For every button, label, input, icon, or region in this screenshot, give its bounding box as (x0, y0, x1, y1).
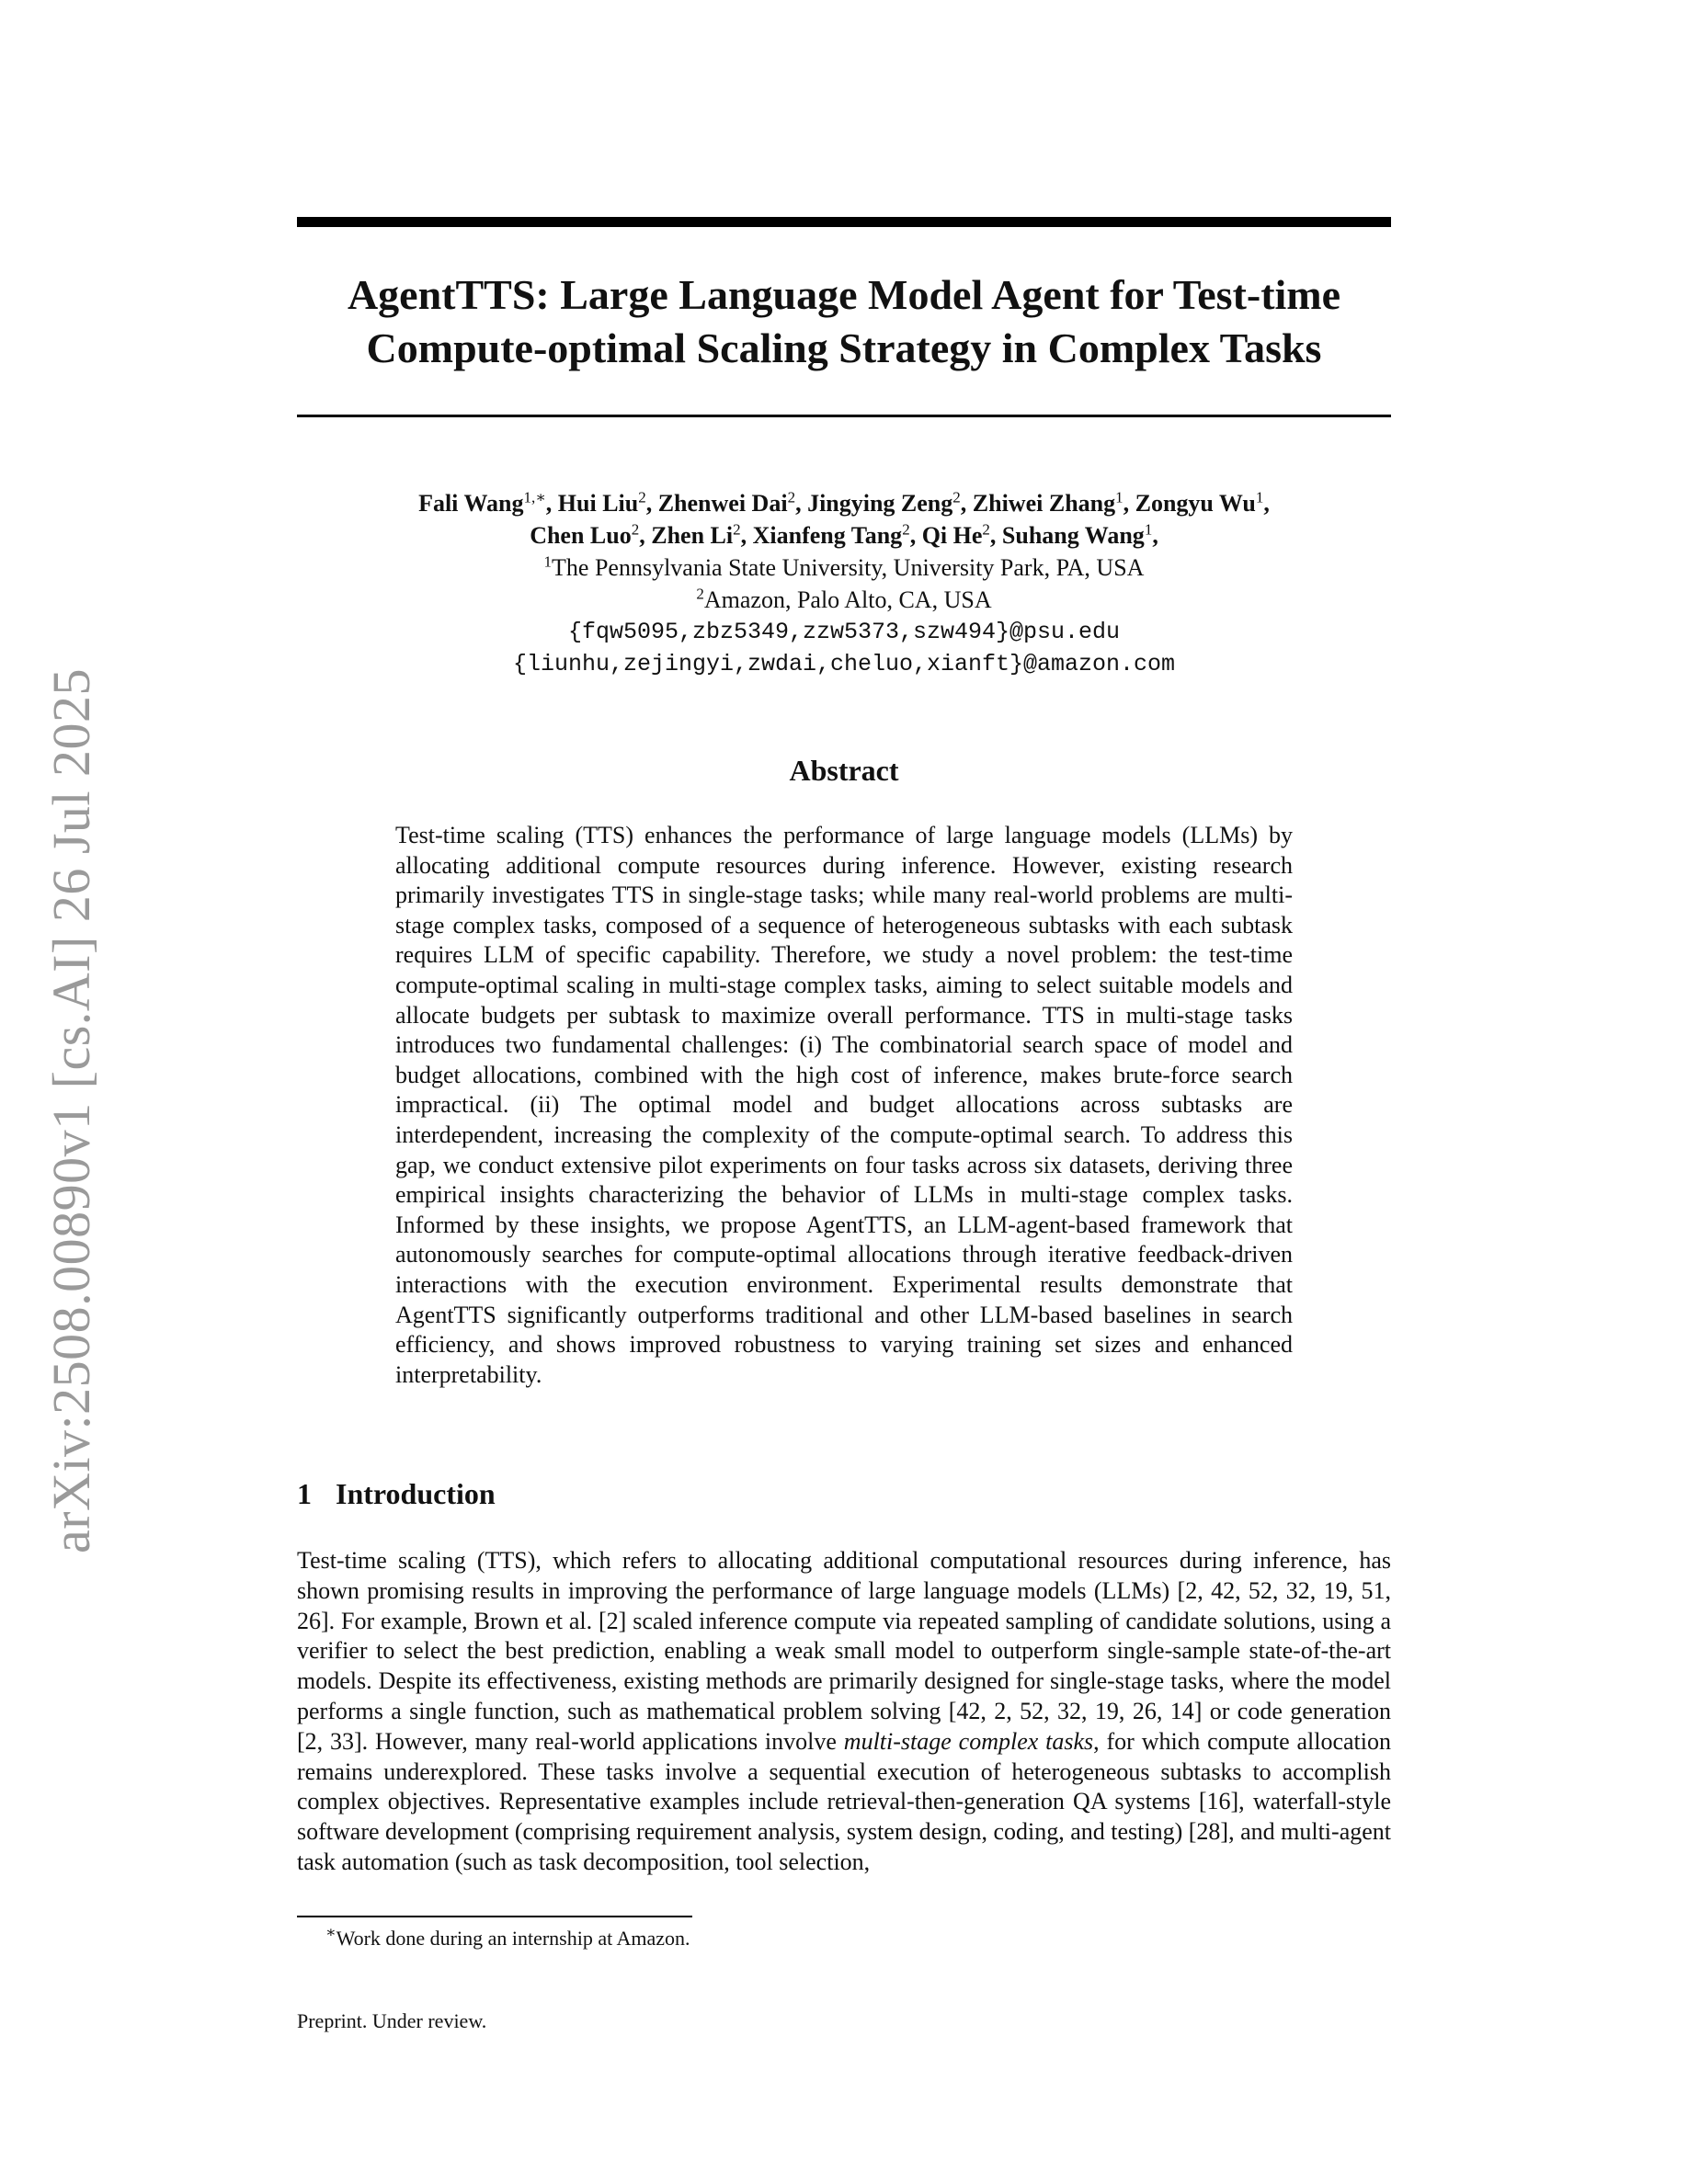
section-number: 1 (297, 1477, 312, 1510)
affiliation-mark: 1 (543, 552, 553, 571)
title-top-rule (297, 217, 1391, 227)
author-name: Zhenwei Dai (657, 490, 788, 517)
author-affil: 1 (1255, 488, 1264, 506)
email-line-2: {liunhu,zejingyi,zwdai,cheluo,xianft}@amazon.com (512, 651, 1176, 677)
author-name: Xianfeng Tang (752, 522, 903, 549)
intro-text: , for which compute allocation remains underexplored. These tasks involve a sequential execution of heterogeneous subtasks to accomplish complex objectives. Representative examples include retrieval-then-generation QA systems [16], waterfall-style software development (comprising requirement analysis, system design, coding, and testing) [28], and multi-agent task automation (such as task decomposition, tool selection, (297, 1727, 1392, 1875)
author-affil: 2 (902, 520, 910, 539)
author-affil: 2 (631, 520, 640, 539)
author-name: Hui Liu (557, 490, 639, 517)
section-title: Introduction (336, 1477, 496, 1510)
author-affil: 1 (1115, 488, 1123, 506)
abstract-text: Test-time scaling (TTS) enhances the performance of large language models (LLMs) by allocating additional compute resources during inference. However, existing research primarily investigates TTS in single-stage tasks; while many real-world problems are multi-stage complex tasks, composed of a sequence of heterogeneous subtasks with each subtask requires LLM of specific capability. Therefore, we study a novel problem: the test-time compute-optimal scaling in multi-stage complex tasks, aiming to select suitable models and allocate budgets per subtask to maximize overall performance. TTS in multi-stage tasks introduces two fundamental challenges: (i) The combinatorial search space of model and budget allocations, combined with the high cost of inference, makes brute-force search impractical. (ii) The optimal model and budget allocations across subtasks are interdependent, increasing the complexity of the compute-optimal search. To address this gap, we conduct extensive pilot experiments on four tasks across six datasets, deriving three empirical insights characterizing the behavior of LLMs in multi-stage complex tasks. Informed by these insights, we propose AgentTTS, an LLM-agent-based framework that autonomously searches for compute-optimal allocations through iterative feedback-driven interactions with the execution environment. Experimental results demonstrate that AgentTTS significantly outperforms traditional and other LLM-based baselines in search efficiency, and shows improved robustness to varying training set sizes and enhanced interpretability. (395, 822, 1293, 1388)
author-name: Suhang Wang (1001, 522, 1145, 549)
email-line-1: {fqw5095,zbz5349,zzw5373,szw494}@psu.edu (567, 619, 1121, 645)
affiliation-2 (276, 584, 1412, 616)
footnote-rule (297, 1916, 692, 1917)
abstract-heading: Abstract (789, 754, 899, 787)
affiliation-text: Amazon, Palo Alto, CA, USA (703, 586, 992, 613)
affiliation-1 (276, 552, 1412, 584)
introduction-paragraph (297, 1546, 1391, 1878)
author-name: Fali Wang (418, 490, 524, 517)
footnote (325, 1923, 690, 1951)
title-line-2: Compute-optimal Scaling Strategy in Complex Tasks (366, 324, 1322, 371)
paper-title (276, 268, 1412, 375)
author-affil: 2 (787, 488, 796, 506)
title-bottom-rule (297, 415, 1391, 417)
author-name: Jingying Zeng (807, 490, 953, 517)
author-name: Qi He (921, 522, 983, 549)
author-name: Chen Luo (530, 522, 632, 549)
author-block (276, 487, 1412, 680)
affiliation-mark: 2 (696, 585, 704, 603)
author-affil: 2 (982, 520, 990, 539)
author-affil: 2 (733, 520, 741, 539)
preprint-note: Preprint. Under review. (297, 2009, 487, 2032)
author-name: Zongyu Wu (1135, 490, 1256, 517)
author-affil: 2 (952, 488, 961, 506)
author-name: Zhiwei Zhang (972, 490, 1116, 517)
footnote-text: Work done during an internship at Amazon. (336, 1927, 690, 1950)
intro-emphasis: multi-stage complex tasks (843, 1727, 1094, 1755)
author-affil: 1,∗ (523, 488, 546, 506)
author-affil: 1 (1144, 520, 1153, 539)
section-heading-introduction (297, 1477, 496, 1511)
author-affil: 2 (638, 488, 646, 506)
footnote-mark: ∗ (325, 1923, 336, 1941)
author-name: Zhen Li (651, 522, 734, 549)
arxiv-stamp: arXiv:2508.00890v1 [cs.AI] 26 Jul 2025 (41, 667, 101, 1553)
author-line-2: Chen Luo$^2$, Zhen Li$^2$, Xianfeng Tang$^2$, Qi He$^2$, Suhang Wang$^1$, (530, 520, 1158, 549)
author-line-1: Fali Wang$^{1,∗}$, Hui Liu$^2$, Zhenwei Dai$^2$, Jingying Zeng$^2$, Zhiwei Zhang$^1$, Zongyu Wu$^1$, (418, 488, 1270, 517)
intro-text: Test-time scaling (TTS), which refers to allocating additional computational resources during inference, has shown promising results in improving the performance of large language models (LLMs) [2, 42, 52, 32, 19, 51, 26]. For example, Brown et al. [2] scaled inference compute via repeated sampling of candidate solutions, using a verifier to select the best prediction, enabling a weak small model to outperform single-sample state-of-the-art models. Despite its effectiveness, existing methods are primarily designed for single-stage tasks, where the model performs a single function, such as mathematical problem solving [42, 2, 52, 32, 19, 26, 14] or code generation [2, 33]. However, many real-world applications involve (297, 1547, 1391, 1755)
affiliation-text: The Pennsylvania State University, University Park, PA, USA (552, 554, 1145, 581)
title-line-1: AgentTTS: Large Language Model Agent for Test-time (347, 271, 1341, 318)
